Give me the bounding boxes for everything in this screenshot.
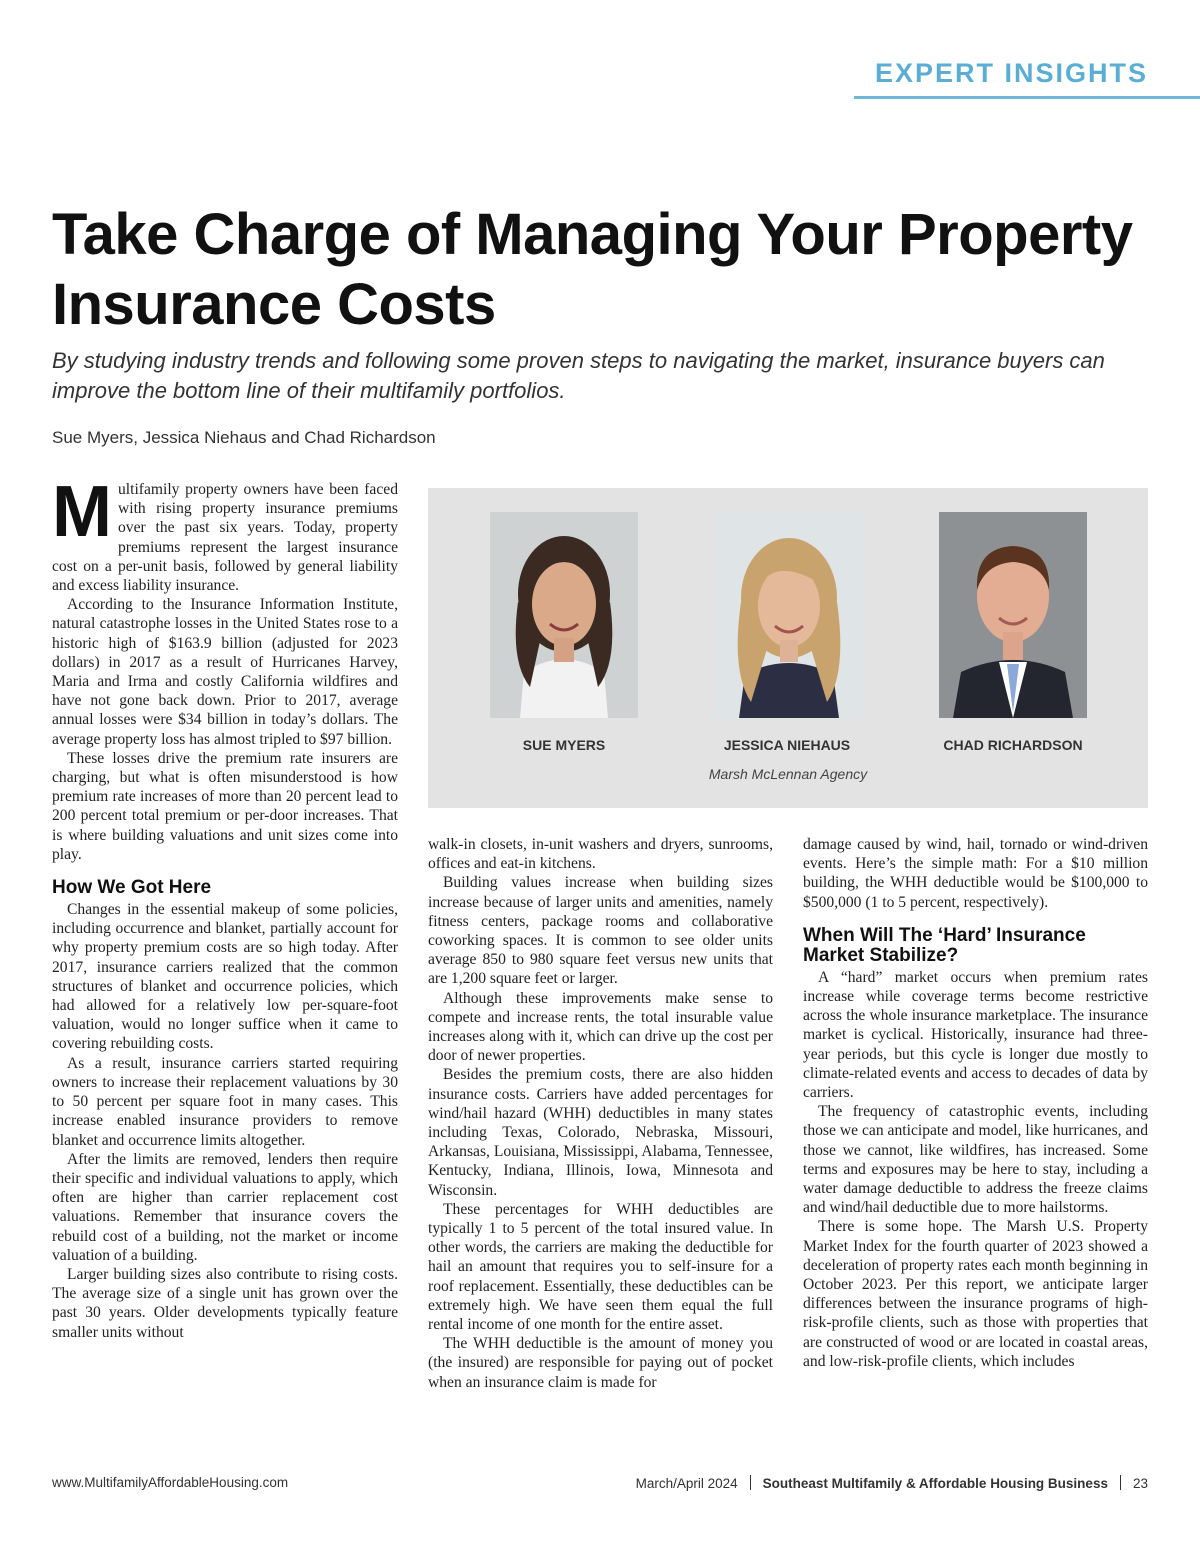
subheading: When Will The ‘Hard’ Insurance Market Stabilize? (803, 924, 1086, 966)
paragraph: These losses drive the premium rate insurers are charging, but what is often misunderstood is how premium rate increases of more than 20 percent lead to 200 percent total premium or per-door increases. That is where building valuations and unit sizes come into play. (52, 749, 398, 863)
paragraph: Although these improvements make sense to compete and increase rents, the total insurable value increases along with it, which can drive up the cost per door of newer properties. (428, 989, 773, 1065)
article-headline: Take Charge of Managing Your Property Insurance Costs (52, 202, 1133, 337)
paragraph: According to the Insurance Information Institute, natural catastrophe losses in the United States rose to a historic high of $163.9 billion (adjusted for 2023 dollars) in 2017 as a result of Hurricanes Harvey, Maria and Irma and costly California wildfires and have not gone back down. Prior to 2017, average annual losses were $34 billion in today’s dollars. The average property loss has almost tripled to $97 billion. (52, 596, 398, 748)
paragraph: A “hard” market occurs when premium rates increase while coverage terms become restrictive across the whole insurance marketplace. The insurance market is cyclical. Historically, insurance had three-year periods, but this cycle is longer due mostly to climate-related events and access to decades of data by carriers. (803, 968, 1148, 1102)
article-byline: Sue Myers, Jessica Niehaus and Chad Richardson (52, 428, 436, 447)
paragraph: These percentages for WHH deductibles are typically 1 to 5 percent of the total insured value. In other words, the carriers are making the deductible for hail an amount that requires you to self-insure for a roof replacement. Essentially, these deductibles can be extremely high. We have seen them equal the full rental income of one month for the entire asset. (428, 1200, 773, 1334)
paragraph: After the limits are removed, lenders then require their specific and individual valuations to apply, which often are higher than carrier replacement cost valuations. Remember that insurance covers the rebuild cost of a building, not the market or income valuation of a building. (52, 1150, 398, 1264)
author-photo-sue-myers (490, 512, 638, 718)
article-column-2 (428, 835, 773, 1392)
footer-publication: Southeast Multifamily & Affordable Housing Business (762, 1476, 1108, 1491)
page-footer (52, 1475, 1148, 1495)
paragraph: Besides the premium costs, there are also hidden insurance costs. Carriers have added percentages for wind/hail hazard (WHH) deductibles in many states including Texas, Colorado, Nebraska, Missouri, Arkansas, Louisiana, Mississippi, Alabama, Tennessee, Kentucky, Indiana, Illinois, Iowa, Minnesota and Wisconsin. (428, 1066, 773, 1199)
paragraph: Building values increase when building sizes increase because of larger units and amenities, namely fitness centers, package rooms and collaborative coworking spaces. It is common to see older units average 850 to 980 square feet versus new units that are 1,200 square feet or larger. (428, 874, 773, 988)
drop-cap: M (52, 472, 112, 552)
article-column-1 (52, 472, 398, 1342)
author-firm-caption: Marsh McLennan Agency (708, 766, 868, 782)
author-name-caption: SUE MYERS (522, 737, 606, 753)
paragraph: Larger building sizes also contribute to rising costs. The average size of a single unit has grown over the past 30 years. Older developments typically feature smaller units without (52, 1265, 398, 1341)
author-photo-chad-richardson (939, 512, 1087, 718)
paragraph (52, 472, 398, 595)
article-deck: By studying industry trends and following some proven steps to navigating the market, insurance buyers can improve the bottom line of their multifamily portfolios. (52, 348, 1105, 403)
paragraph: As a result, insurance carriers started requiring owners to increase their replacement valuations by 30 to 50 percent per square foot in many cases. This increase enabled insurance providers to remove blanket and occurrence limits altogether. (52, 1054, 398, 1149)
author-photos-panel (428, 488, 1148, 808)
footer-info (636, 1475, 1148, 1491)
paragraph-text: ultifamily property owners have been faced with rising property insurance premiums over the past six years. Today, property premiums represent the largest insurance cost on a per-unit basis, followed by general liability and excess liability insurance. (52, 481, 398, 595)
footer-divider (750, 1475, 751, 1490)
article-column-3 (803, 835, 1148, 1371)
section-label-text: EXPERT INSIGHTS (874, 58, 1148, 88)
section-label (854, 58, 1200, 99)
author-name-caption: JESSICA NIEHAUS (723, 737, 851, 753)
author-name-caption: CHAD RICHARDSON (943, 737, 1083, 753)
footer-url-link[interactable]: www.MultifamilyAffordableHousing.com (52, 1475, 289, 1490)
paragraph: walk-in closets, in-unit washers and dryers, sunrooms, offices and eat-in kitchens. (428, 836, 773, 873)
subheading: How We Got Here (52, 877, 212, 899)
paragraph: The frequency of catastrophic events, including those we can anticipate and model, like hurricanes, and those we cannot, like wildfires, has increased. Some terms and exposures may be here to stay, including a water damage deductible to address the freeze claims and wind/hail deductible due to more hailstorms. (803, 1103, 1148, 1217)
footer-issue-date: March/April 2024 (635, 1476, 738, 1491)
paragraph: There is some hope. The Marsh U.S. Property Market Index for the fourth quarter of 2023 showed a deceleration of property rates each month beginning in October 2023. Per this report, we anticipate larger differences between the insurance programs of high-risk-profile clients, such as those with properties that are constructed of wood or are located in coastal areas, and low-risk-profile clients, which includes (803, 1218, 1148, 1370)
footer-divider (1120, 1475, 1121, 1490)
paragraph: damage caused by wind, hail, tornado or wind-driven events. Here’s the simple math: For a $10 million building, the WHH deductible would be $100,000 to $500,000 (1 to 5 percent, respectively). (803, 836, 1148, 911)
paragraph: The WHH deductible is the amount of money you (the insured) are responsible for paying out of pocket when an insurance claim is made for (428, 1335, 773, 1391)
paragraph: Changes in the essential makeup of some policies, including occurrence and blanket, partially account for why property premium costs are so high today. After 2017, insurance carriers realized that the common structures of blanket and occurrence policies, which had allowed for a relatively low per-square-foot valuation, would no longer suffice when it came to covering rebuilding costs. (52, 901, 398, 1053)
author-photo-jessica-niehaus (715, 512, 863, 718)
page-number: 23 (1132, 1476, 1148, 1491)
